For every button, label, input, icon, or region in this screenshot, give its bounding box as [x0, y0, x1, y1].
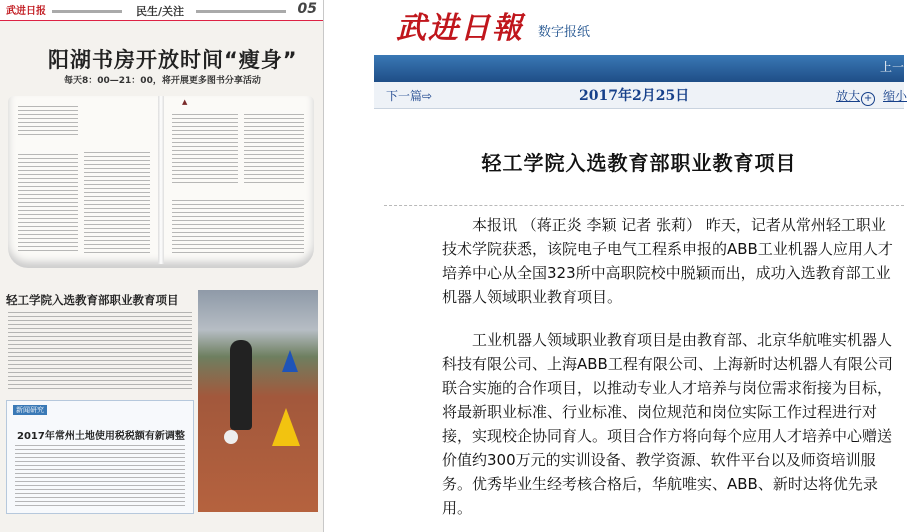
zoom-out-label: 缩小: [883, 89, 907, 103]
text-block: [172, 200, 304, 256]
text-block: [15, 445, 185, 507]
paper-subheadline: 每天8：00—21：00，将开展更多图书分享活动: [64, 76, 261, 86]
paper-article2-headline: 轻工学院入选教育部职业教育项目: [6, 293, 179, 307]
paper-box-tag: 新闻研究: [13, 405, 47, 415]
paper-sidebar-box: [6, 400, 194, 514]
paper-header-fineprint: [52, 10, 122, 13]
text-block: [18, 106, 78, 136]
site-logo[interactable]: 武进日報: [396, 11, 524, 46]
site-subtitle: 数字报纸: [538, 25, 591, 40]
photo-child-figure: [230, 340, 252, 430]
article-toolbar: [374, 82, 907, 109]
zoom-in-button[interactable]: [836, 87, 875, 106]
paper-logo: 武进日报: [6, 6, 46, 17]
news-photo: [198, 290, 318, 512]
article-title: 轻工学院入选教育部职业教育项目: [481, 151, 797, 175]
paper-headline: 阳湖书房开放时间“瘦身”: [48, 48, 298, 72]
article-paragraph: 工业机器人领域职业教育项目是由教育部、北京华航唯实机器人科技有限公司、上海ABB工程有限公司、上海新时达机器人有限公司联合实施的合作项目，以推动专业人才培养与岗位需求衔接为目标，将最新职业标准、行业标准、岗位规范和岗位实际工作过程进行对接，实现校企协同育人。项目合作方将向每个应用人才培养中心赠送价值约300万元的实训设备、教学资源、软件平台以及师资培训服务。优秀毕业生经考核合格后，华航唯实、ABB、新时达将优先录用。: [442, 331, 893, 517]
newspaper-page-thumbnail[interactable]: [0, 0, 324, 532]
photo-cone: [282, 350, 298, 372]
next-article-label: 下一篇: [386, 89, 423, 103]
text-block: [244, 114, 304, 184]
paper-header-fineprint: [196, 10, 286, 13]
paper-page-number: 05: [297, 1, 317, 17]
zoom-out-button[interactable]: [883, 87, 907, 104]
photo-ball: [224, 430, 238, 444]
plus-icon: +: [861, 92, 875, 106]
paper-section-label: 民生/关注: [136, 5, 185, 18]
article-paragraph: 本报讯 （蒋正炎 李颖 记者 张莉） 昨天，记者从常州轻工职业技术学院获悉，该院电子电气工程系申报的ABB工业机器人应用人才培养中心从全国323所中高职院校中脱颖而出，成功入选教育部工业机器人领域职业教育项目。: [442, 216, 893, 306]
zoom-in-label: 放大: [836, 89, 861, 103]
nav-bar: [374, 55, 904, 82]
text-block: [18, 154, 78, 254]
article-reader: [374, 0, 907, 532]
issue-date: 2017年2月25日: [579, 88, 690, 104]
text-block: [8, 312, 192, 392]
text-block: [172, 114, 238, 184]
prev-article-link[interactable]: 上一: [879, 60, 904, 74]
text-block: [84, 152, 150, 256]
title-divider: [384, 205, 904, 206]
paper-box-title: 2017年常州土地使用税税额有新调整: [17, 431, 185, 442]
book-subheading: ▲: [182, 98, 188, 106]
next-article-link[interactable]: 下一篇⇨: [386, 89, 433, 103]
photo-cone: [272, 408, 300, 446]
open-book-illustration: [8, 96, 314, 268]
paper-header-bar: [0, 0, 323, 21]
